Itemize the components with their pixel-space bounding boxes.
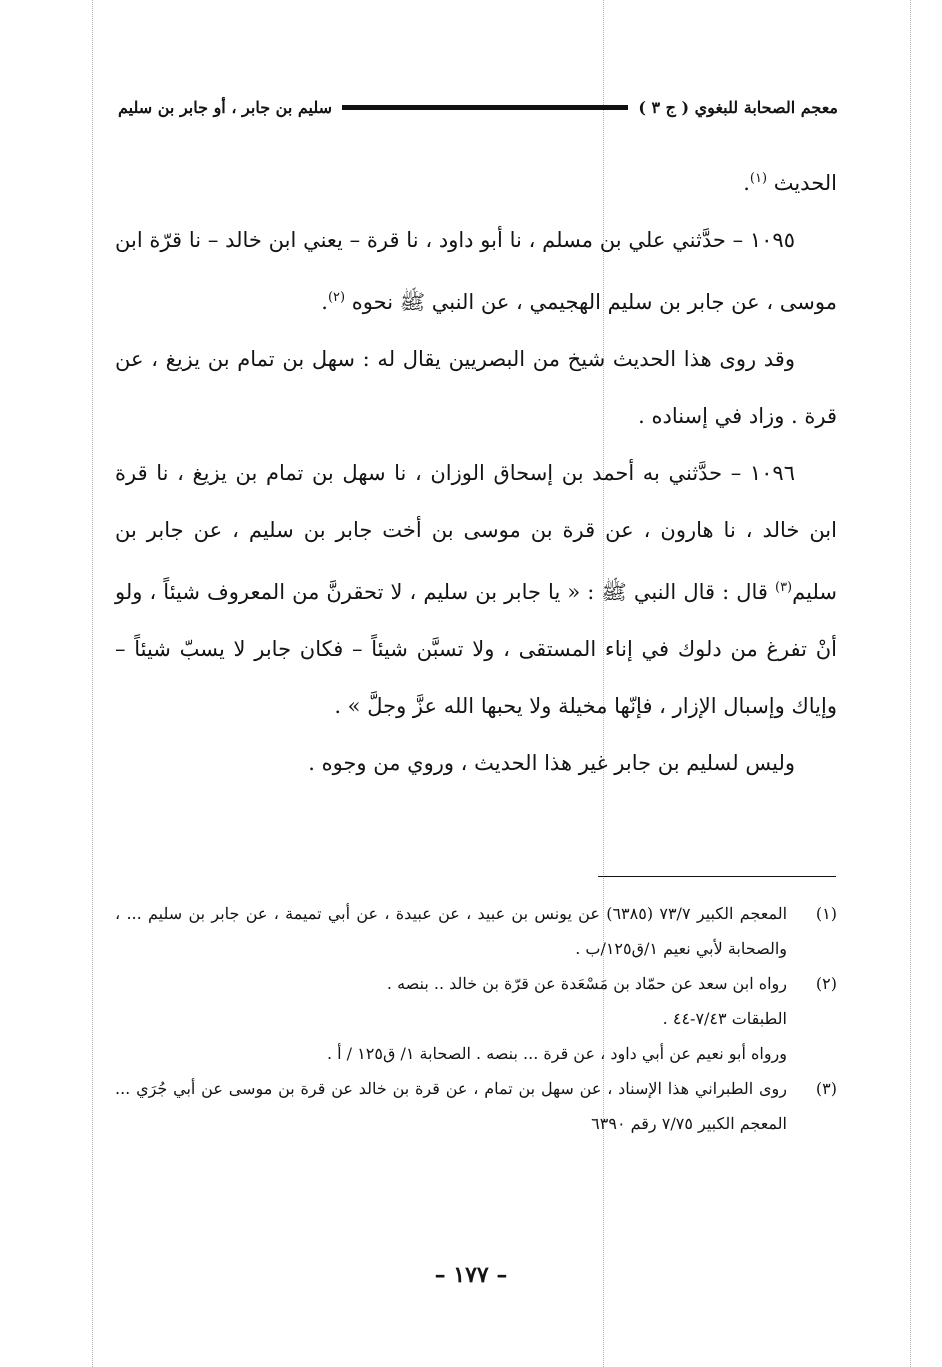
- paragraph-1096: ١٠٩٦ – حدَّثني به أحمد بن إسحاق الوزان ، نا سهل بن تمام بن يزيغ ، نا قرة ابن خالد ، نا هارون ، عن قرة بن موسى بن أخت جابر بن سليم ، عن جابر بن سليم$^{(٣)}$ قال : قال النبي ﷺ : « يا جابر بن سليم ، لا تحقرنَّ من المعروف شيئاً ، ولو أنْ تفرغ من دلوك في إناء المستقى ، ولا تسبَّن شيئاً – فكان جابر لا يسبّ شيئاً – وإياك وإسبال الإزار ، فإنّها مخيلة ولا يحبها الله عزَّ وجلَّ » .: [115, 461, 837, 718]
- footnote-text: روى الطبراني هذا الإسناد ، عن سهل بن تمام ، عن قرة بن خالد عن قرة بن موسى عن أبي جُرَي ... المعجم الكبير ٧/٧٥ رقم ٦٣٩٠: [115, 1079, 787, 1133]
- footnotes: [115, 896, 837, 1141]
- footnote-text: رواه ابن سعد عن حمّاد بن مَسْعَدة عن قرّة بن خالد .. بنصه . الطبقات ٧/٤٣-٤٤ . ورواه أبو نعيم عن أبي داود ، عن قرة ... بنصه . الصحابة ١/ ق١٢٥ / أ .: [326, 974, 787, 1063]
- paragraph-narration-note: وقد روى هذا الحديث شيخ من البصريين يقال له : سهل بن تمام بن يزيغ ، عن قرة . وزاد في إسناده .: [115, 347, 837, 428]
- footnote-separator: [598, 876, 836, 877]
- header-subtitle: سليم بن جابر ، أو جابر بن سليم: [118, 97, 333, 117]
- footnote-ref-1: (١): [749, 171, 768, 186]
- page-header: [118, 92, 838, 122]
- footnote-ref-3: (٣): [774, 580, 793, 595]
- footnote-number: (١): [815, 904, 837, 923]
- footnote-number: (٣): [815, 1079, 837, 1098]
- page-number: – ١٧٧ –: [434, 1262, 508, 1288]
- footnote-3: [115, 1071, 837, 1141]
- header-rule: [342, 105, 628, 110]
- paragraph-hadith-end: الحديث $^{(١)}$.: [743, 171, 837, 195]
- paragraph-1095: ١٠٩٥ – حدَّثني علي بن مسلم ، نا أبو داود ، نا قرة – يعني ابن خالد – نا قرّة ابن موسى ، عن جابر بن سليم الهجيمي ، عن النبي ﷺ نحوه $^{(٢)}$.: [115, 228, 837, 314]
- footnote-1: [115, 896, 837, 966]
- footnote-2: [115, 966, 837, 1071]
- footnote-number: (٢): [815, 974, 837, 993]
- header-title: معجم الصحابة للبغوي ( ج ٣ ): [638, 97, 838, 117]
- dotted-guide-left: [92, 0, 93, 1367]
- dotted-guide-right: [910, 0, 911, 1367]
- paragraph-closing: وليس لسليم بن جابر غير هذا الحديث ، وروي من وجوه .: [308, 751, 795, 775]
- footnote-ref-2: (٢): [327, 290, 346, 305]
- main-text: [115, 150, 837, 792]
- footnote-text: المعجم الكبير ٧٣/٧ (٦٣٨٥) عن يونس بن عبيد ، عن عبيدة ، عن أبي تميمة ، عن جابر بن سليم ... ، والصحابة لأبي نعيم ١/ق١٢٥/ب .: [115, 904, 788, 958]
